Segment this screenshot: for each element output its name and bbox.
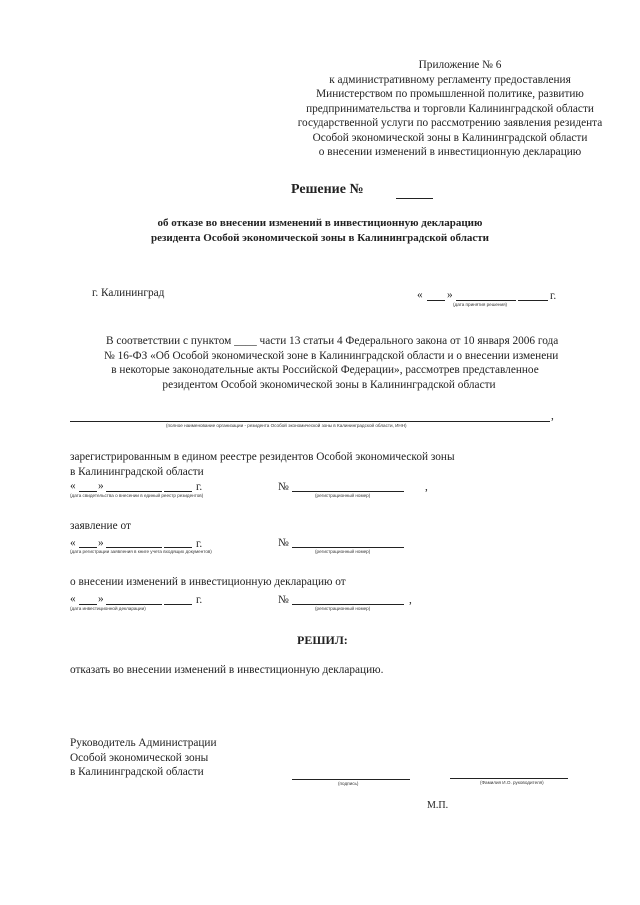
block1-open-quote: « [70, 480, 76, 492]
block3-date-caption: (дата инвестиционной декларации) [70, 606, 146, 611]
subtitle-line: резидента Особой экономической зоны в Калининградской области [150, 231, 490, 244]
appendix-line: Министерством по промышленной политике, развитию [316, 88, 584, 100]
signer-line: Особой экономической зоны [70, 751, 209, 764]
block3-number-sign: № [278, 594, 289, 606]
signature-line[interactable] [292, 779, 410, 780]
document-title: Решение № [291, 182, 364, 197]
block1-number-sign: № [278, 481, 289, 493]
stamp-label: М.П. [427, 800, 449, 811]
block2-year-suffix: г. [196, 538, 203, 550]
document-subtitle [100, 216, 540, 245]
block2-month-line[interactable] [106, 547, 162, 548]
signer-line: Руководитель Администрации [70, 737, 217, 749]
intro-line: в некоторые законодательные акты Российской Федерации», рассмотрев представленное [111, 364, 539, 376]
block2-open-quote: « [70, 537, 76, 549]
signer-line: в Калининградской области [70, 766, 204, 778]
block3-number-caption: (регистрационный номер) [315, 606, 371, 611]
decision-date-caption: (дата принятия решения) [453, 302, 508, 307]
block2-date-caption: (дата регистрации заявления в книге учета входящих документов) [70, 549, 212, 554]
registered-line: в Калининградской области [70, 465, 204, 478]
resident-name-caption: (полное наименование организации - резидента Особой экономической зоны в Калининградской области, ИНН) [166, 423, 407, 428]
block1-year-suffix: г. [196, 481, 203, 493]
resident-comma: , [551, 410, 554, 422]
block1-comma: , [425, 481, 428, 493]
block3-year-suffix: г. [196, 594, 203, 606]
block3-comma: , [409, 594, 412, 606]
changes-label: о внесении изменений в инвестиционную декларацию от [70, 576, 346, 588]
block1-date-caption: (дата свидетельства о внесении в единый реестр резидентов) [70, 493, 204, 498]
block1-year-line[interactable] [164, 491, 192, 492]
appendix-header [285, 58, 615, 160]
block3-number-line[interactable] [292, 604, 404, 605]
subtitle-line: об отказе во внесении изменений в инвестиционную декларацию [157, 217, 483, 229]
block3-year-line[interactable] [164, 604, 192, 605]
appendix-line: предпринимательства и торговли Калининградской области [306, 102, 594, 115]
place-label: г. Калининград [92, 287, 165, 299]
block2-number-caption: (регистрационный номер) [315, 549, 371, 554]
registered-text [70, 450, 455, 479]
block1-close-quote: » [98, 480, 104, 492]
intro-line: резидентом Особой экономической зоны в Калининградской области [162, 378, 496, 391]
appendix-line: Приложение № 6 [418, 59, 502, 71]
block3-close-quote: » [98, 593, 104, 605]
block2-number-line[interactable] [292, 547, 404, 548]
decision-text: отказать во внесении изменений в инвестиционную декларацию. [70, 664, 384, 676]
appendix-line: государственной услуги по рассмотрению заявления резидента [297, 117, 603, 129]
appendix-line: к административному регламенту предоставления [329, 73, 571, 86]
block2-close-quote: » [98, 537, 104, 549]
intro-line: № 16-ФЗ «Об Особой экономической зоне в Калининградской области и о внесении изменени [104, 349, 559, 362]
application-label: заявление от [70, 520, 131, 532]
decision-date-year-suffix: г. [550, 290, 557, 302]
signature-caption: (подпись) [338, 781, 359, 786]
block1-month-line[interactable] [106, 491, 162, 492]
block1-number-line[interactable] [292, 491, 404, 492]
appendix-line: о внесении изменений в инвестиционную декларацию [318, 146, 582, 158]
block3-day-line[interactable] [79, 604, 97, 605]
appendix-line: Особой экономической зоны в Калининградской области [312, 131, 588, 144]
signer-block [70, 736, 217, 780]
decision-date-month-line[interactable] [456, 300, 516, 301]
decision-date-close-quote: » [447, 289, 453, 301]
decision-date-open-quote: « [417, 289, 423, 301]
block1-number-caption: (регистрационный номер) [315, 493, 371, 498]
block3-open-quote: « [70, 593, 76, 605]
intro-paragraph [90, 334, 560, 392]
intro-line: В соответствии с пунктом ____ части 13 статьи 4 Федерального закона от 10 января 2006 года [106, 335, 559, 347]
block3-month-line[interactable] [106, 604, 162, 605]
block1-day-line[interactable] [79, 491, 97, 492]
decision-date-year-line[interactable] [518, 300, 548, 301]
block2-year-line[interactable] [164, 547, 192, 548]
name-line[interactable] [450, 778, 568, 779]
block2-number-sign: № [278, 537, 289, 549]
decision-number-line[interactable] [396, 198, 433, 199]
resident-name-line[interactable] [70, 421, 550, 422]
registered-line: зарегистрированным в едином реестре резидентов Особой экономической зоны [70, 451, 455, 463]
block2-day-line[interactable] [79, 547, 97, 548]
name-caption: (Фамилия И.О. руководителя) [480, 780, 544, 785]
decided-heading: РЕШИЛ: [297, 633, 348, 647]
decision-date-day-line[interactable] [427, 300, 445, 301]
